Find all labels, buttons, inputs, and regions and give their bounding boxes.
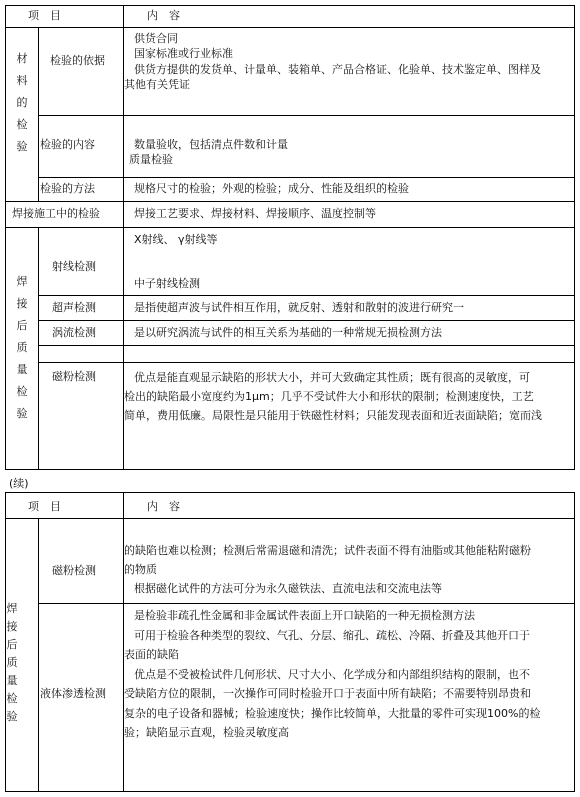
rule	[38, 27, 39, 201]
row-label: 涡流检测	[52, 326, 96, 339]
row-content: 供货合同 国家标准或行业标准 供货方提供的发货单、计量单、装箱单、产品合格证、化验单、技术鉴定单、图样及 其他有关凭证	[124, 32, 541, 92]
group-label-post-weld: 焊接后质量检验	[16, 275, 28, 420]
row-label: 液体渗透检测	[40, 687, 106, 700]
row-content: 规格尺寸的检验；外观的检验；成分、性能及组织的检验	[134, 182, 409, 195]
header-content: 内 容	[147, 9, 180, 22]
continued-label: (续)	[9, 477, 29, 490]
rule	[38, 227, 39, 470]
row-content: X射线、 γ射线等	[134, 233, 218, 246]
row-content: 是指使超声波与试件相互作用，就反射、透射和散射的波进行研究一	[134, 301, 464, 314]
group-label-materials: 材料的检验	[16, 52, 28, 153]
rule	[38, 518, 39, 792]
rule	[5, 518, 575, 519]
row-label: 检验的方法	[40, 182, 95, 195]
row-label: 检验的依据	[50, 54, 105, 67]
row-label: 超声检测	[52, 301, 96, 314]
row-content: 是检验非疏孔性金属和非金属试件表面上开口缺陷的一种无损检测方法 可用于检验各种类型的裂纹、气孔、分层、缩孔、疏松、冷隔、折叠及其他开口于 表面的缺陷 优点是不受被检试件几何形状、尺寸大小、化学成分和内部组织结构的限制，也不 受缺陷方位的限制，一次操作可同时检验开口于表面中所有缺陷；不需要特别昂贵和 复杂的电子设备和器械；检验速度快；操作比较简单，大批量的零件可实现100%的检 验；缺陷显示直观，检验灵敏度高	[124, 609, 541, 739]
rule	[38, 115, 575, 116]
row-content: 优点是能直观显示缺陷的形状大小，并可大致确定其性质；既有很高的灵敏度，可 检出的缺陷最小宽度约为1μm；几乎不受试件大小和形状的限制；检测速度快，工艺 简单，费用低廉。局限性是只能用于铁磁性材料；只能发现表面和近表面缺陷；宽而浅	[124, 371, 542, 422]
rule	[38, 177, 575, 178]
rule	[38, 362, 575, 363]
rule	[5, 27, 575, 28]
rule	[5, 227, 575, 228]
row-content: 中子射线检测	[134, 277, 200, 290]
row-content: 数量验收，包括清点件数和计量 质量检验	[129, 138, 288, 167]
row-content-welding: 焊接工艺要求、焊接材料、焊接顺序、温度控制等	[134, 207, 376, 220]
header-item: 项 目	[28, 9, 61, 22]
header-item: 项 目	[28, 500, 61, 513]
rule	[38, 603, 575, 604]
rule	[5, 201, 575, 202]
rule	[38, 345, 575, 346]
row-label-welding: 焊接施工中的检验	[12, 207, 100, 220]
row-label: 磁粉检测	[52, 564, 96, 577]
rule	[38, 295, 575, 296]
row-content: 的缺陷也难以检测；检测后常需退磁和清洗；试件表面不得有油脂或其他能粘附磁粉 的物质 根据磁化试件的方法可分为永久磁铁法、直流电法和交流电法等	[124, 544, 531, 595]
row-label: 射线检测	[52, 260, 96, 273]
row-label: 磁粉检测	[52, 370, 96, 383]
group-label-post-weld: 焊接后质量检验	[6, 602, 18, 723]
rule	[38, 320, 575, 321]
row-label: 检验的内容	[40, 138, 95, 151]
header-content: 内 容	[147, 500, 180, 513]
row-content: 是以研究涡流与试件的相互关系为基础的一种常规无损检测方法	[134, 326, 442, 339]
